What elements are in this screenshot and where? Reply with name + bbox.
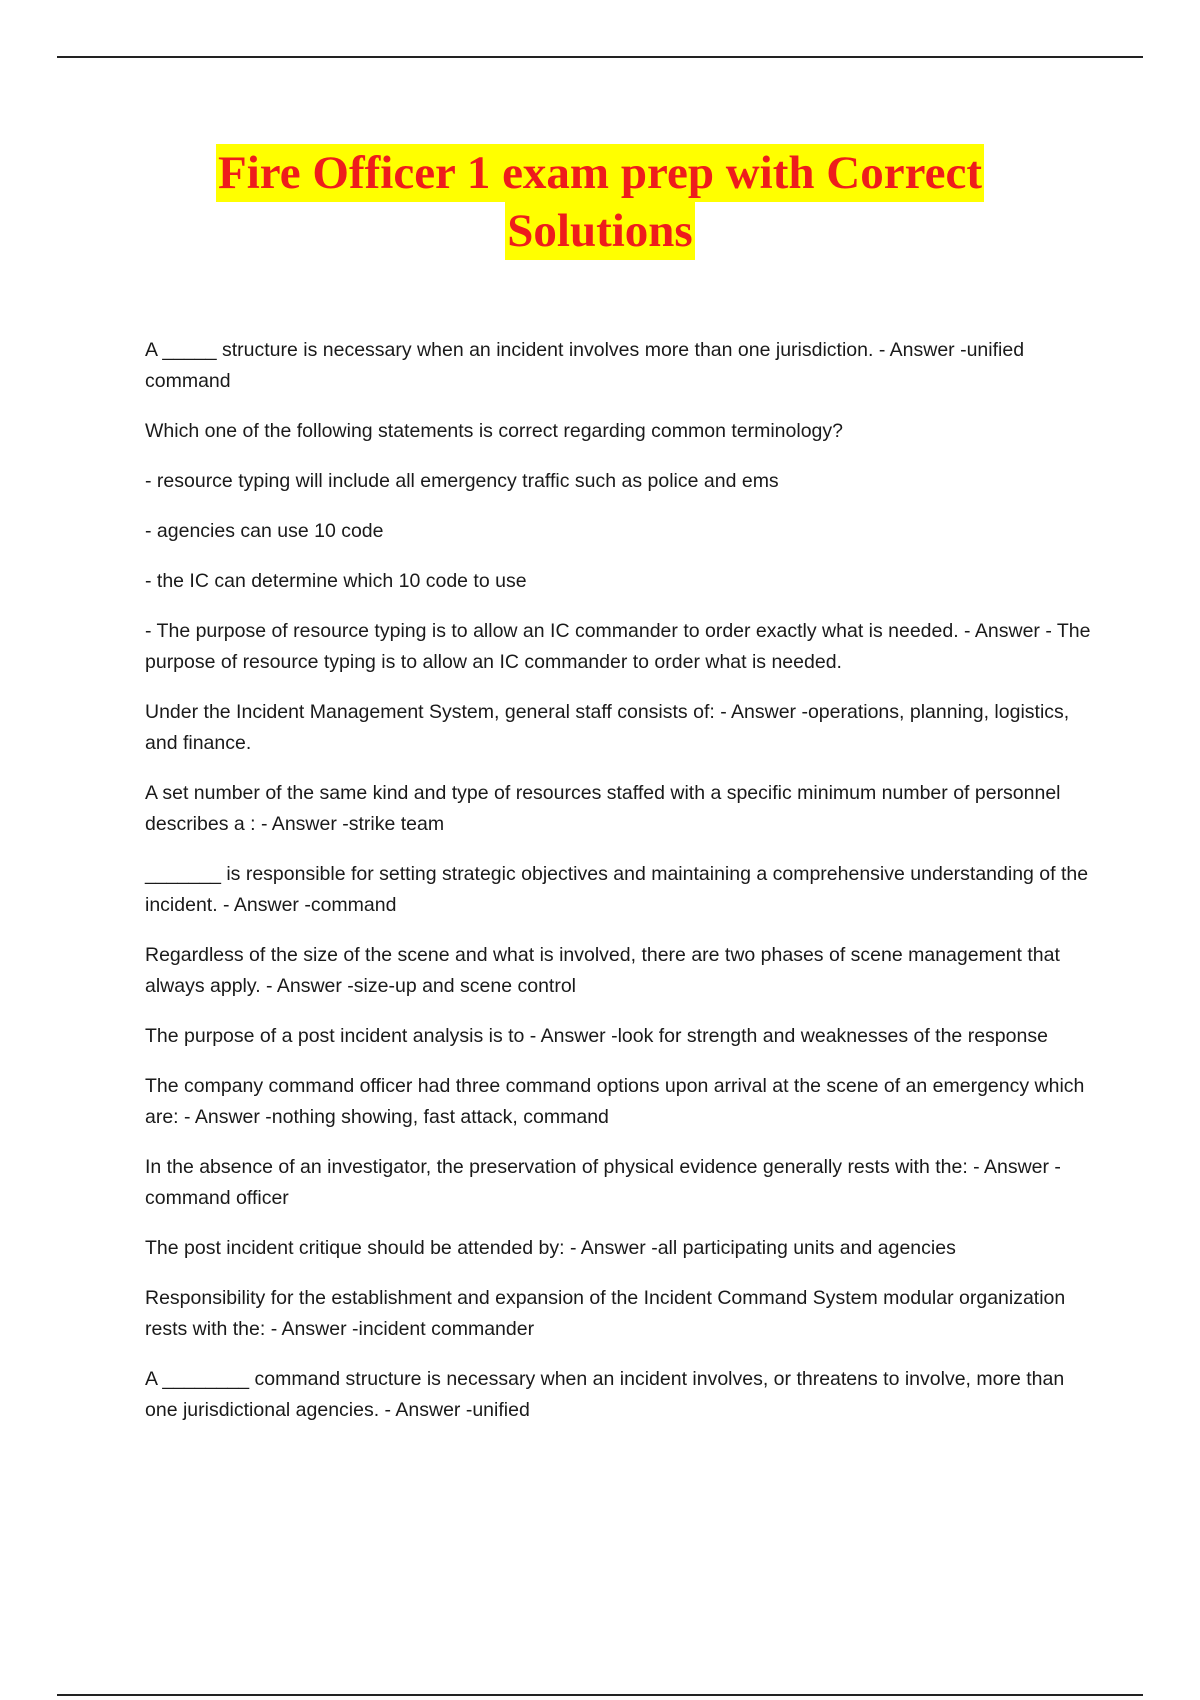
paragraph: In the absence of an investigator, the preservation of physical evidence generally rests with the: - Answer -command officer: [145, 1156, 1061, 1209]
paragraph: - The purpose of resource typing is to allow an IC commander to order exactly what is needed. - Answer - The purpose of resource typing is to allow an IC commander to order what is needed.: [145, 620, 1091, 673]
paragraph: Which one of the following statements is correct regarding common terminology?: [145, 420, 843, 442]
top-divider: [57, 56, 1143, 58]
paragraph: A set number of the same kind and type of resources staffed with a specific minimum number of personnel describes a : - Answer -strike team: [145, 782, 1061, 835]
bottom-divider: [57, 1694, 1143, 1696]
paragraph: A _____ structure is necessary when an incident involves more than one jurisdiction. - Answer -unified command: [145, 339, 1025, 392]
paragraph: A ________ command structure is necessary when an incident involves, or threatens to involve, more than one jurisdictional agencies. - Answer -unified: [145, 1368, 1065, 1421]
paragraph: _______ is responsible for setting strategic objectives and maintaining a comprehensive understanding of the incident. - Answer -command: [145, 863, 1089, 916]
paragraph: The company command officer had three command options upon arrival at the scene of an emergency which are: - Answer -nothing showing, fast attack, command: [145, 1075, 1085, 1128]
paragraph: Regardless of the size of the scene and what is involved, there are two phases of scene management that always apply. - Answer -size-up and scene control: [145, 944, 1060, 997]
paragraph: Responsibility for the establishment and expansion of the Incident Command System modular organization rests with the: - Answer -incident commander: [145, 1287, 1066, 1340]
document-body: [145, 335, 1095, 1445]
paragraph: - agencies can use 10 code: [145, 520, 384, 542]
title-line-1: Fire Officer 1 exam prep with Correct: [216, 144, 984, 202]
document-title: [0, 144, 1200, 260]
paragraph: The purpose of a post incident analysis is to - Answer -look for strength and weaknesses of the response: [145, 1025, 1048, 1047]
paragraph: The post incident critique should be attended by: - Answer -all participating units and agencies: [145, 1237, 956, 1259]
paragraph: Under the Incident Management System, general staff consists of: - Answer -operations, planning, logistics, and finance.: [145, 701, 1070, 754]
paragraph: - resource typing will include all emergency traffic such as police and ems: [145, 470, 779, 492]
title-line-2: Solutions: [505, 202, 694, 260]
paragraph: - the IC can determine which 10 code to use: [145, 570, 527, 592]
